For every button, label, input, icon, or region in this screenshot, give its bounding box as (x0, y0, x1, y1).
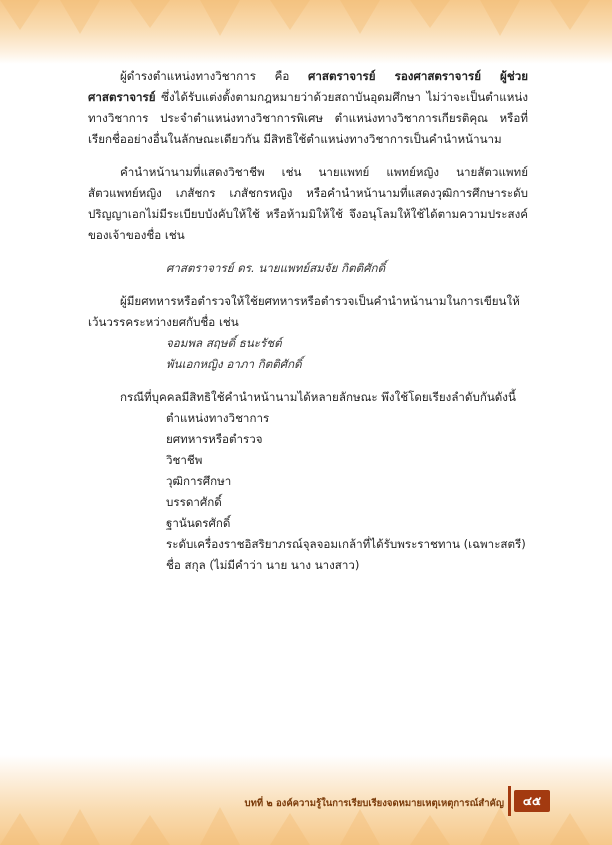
list-item: วิชาชีพ (166, 453, 203, 467)
paragraph-academic-titles (88, 66, 528, 150)
paragraph-title-ordering: กรณีที่บุคคลมีสิทธิใช้คำนำหน้านามได้หลายลักษณะ พึงใช้โดยเรียงลำดับกันดังนี้ (120, 390, 516, 404)
page-number: ๔๕ (514, 790, 550, 812)
list-item: วุฒิการศึกษา (166, 474, 232, 488)
example-rank-name: พันเอกหญิง อาภา กิตติศักดิ์ (166, 357, 302, 371)
header-decoration-band (0, 0, 612, 64)
list-item: ชื่อ สกุล (ไม่มีคำว่า นาย นาง นางสาว) (166, 558, 360, 572)
chapter-title: บทที่ ๒ องค์ความรู้ในการเรียบเรียงจดหมายเหตุเหตุการณ์สำคัญ (244, 798, 504, 809)
academic-titles-bold: ศาสตราจารย์ รองศาสตราจารย์ ผู้ช่วยศาสตราจารย์ (88, 69, 528, 104)
page-body (88, 66, 528, 576)
title-order-list (88, 408, 528, 576)
paragraph-academic-titles-intro: ผู้ดำรงตำแหน่งทางวิชาการ คือ (120, 69, 309, 83)
example-rank-name: จอมพล สฤษดิ์ ธนะรัชต์ (166, 336, 282, 350)
list-item: ระดับเครื่องราชอิสริยาภรณ์จุลจอมเกล้าที่ได้รับพระราชทาน (เฉพาะสตรี) (166, 537, 526, 551)
paragraph-military-police-ranks: ผู้มียศทหารหรือตำรวจให้ใช้ยศทหารหรือตำรวจเป็นคำนำหน้านามในการเขียนให้เว้นวรรคระหว่างยศกับชื่อ เช่น (88, 294, 520, 329)
list-item: บรรดาศักดิ์ (166, 495, 222, 509)
list-item: ตำแหน่งทางวิชาการ (166, 411, 270, 425)
footer-divider (508, 786, 511, 816)
header-chevron-pattern (0, 0, 612, 64)
list-item: ยศทหารหรือตำรวจ (166, 432, 263, 446)
paragraph-academic-titles-body: ซึ่งได้รับแต่งตั้งตามกฎหมายว่าด้วยสถาบันอุดมศึกษา ไม่ว่าจะเป็นตำแหน่งทางวิชาการ ประจำตำแหน่งทางวิชาการพิเศษ ตำแหน่งทางวิชาการเกียรติคุณ หรือที่เรียกชื่ออย่างอื่นในลักษณะเดียวกัน มีสิทธิใช้ตำแหน่งทางวิชาการเป็นคำนำหน้านาม (88, 90, 528, 146)
paragraph-professional-titles: คำนำหน้านามที่แสดงวิชาชีพ เช่น นายแพทย์ แพทย์หญิง นายสัตวแพทย์ สัตวแพทย์หญิง เภสัชกร เภสัชกรหญิง หรือคำนำหน้านามที่แสดงวุฒิการศึกษาระดับปริญญาเอกไม่มีระเบียบบังคับให้ใช้ หรือห้ามมิให้ใช้ จึงอนุโลมให้ใช้ได้ตามความประสงค์ของเจ้าของชื่อ เช่น (88, 165, 528, 242)
page-footer (0, 786, 612, 816)
list-item: ฐานันดรศักดิ์ (166, 516, 231, 530)
example-academic-name: ศาสตราจารย์ ดร. นายแพทย์สมจัย กิตติศักดิ์ (166, 261, 386, 275)
